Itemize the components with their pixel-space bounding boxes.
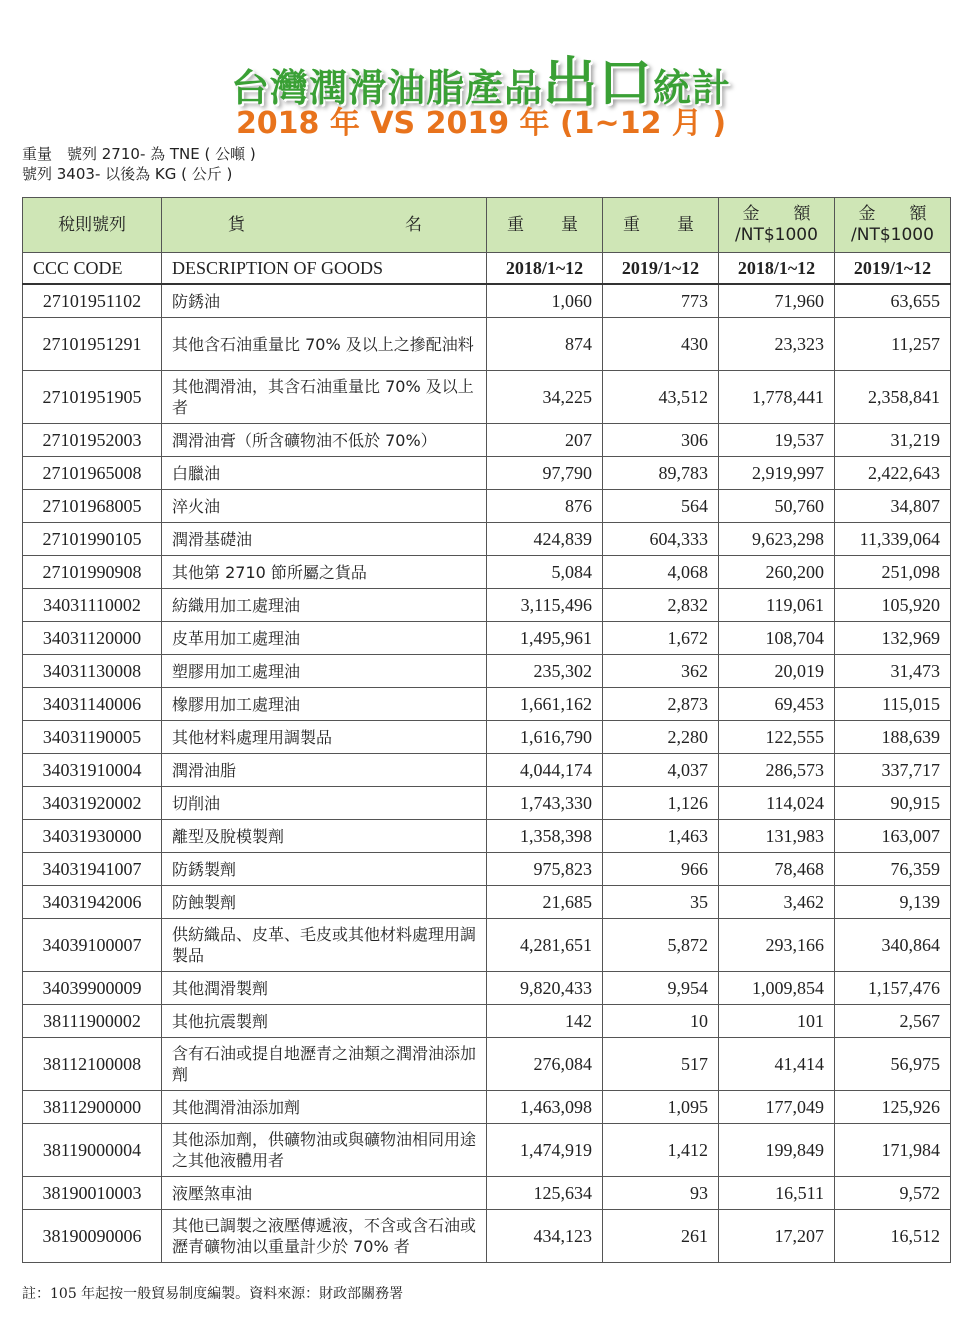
amount-2019-cell: 63,655 xyxy=(835,284,951,318)
amount-2019-cell: 2,567 xyxy=(835,1005,951,1038)
goods-description-cell: 其他材料處理用調製品 xyxy=(162,721,487,754)
amount-2019-cell: 132,969 xyxy=(835,622,951,655)
amount-2018-cell: 260,200 xyxy=(719,556,835,589)
goods-description-cell: 含有石油或提自地瀝青之油類之潤滑油添加劑 xyxy=(162,1038,487,1091)
page-subtitle: 2018 年 VS 2019 年 (1~12 月 ) xyxy=(235,106,727,141)
goods-description-cell: 液壓煞車油 xyxy=(162,1177,487,1210)
amount-2019-cell: 31,219 xyxy=(835,424,951,457)
amount-2018-cell: 293,166 xyxy=(719,919,835,972)
table-row xyxy=(23,556,951,589)
weight-2018-cell: 3,115,496 xyxy=(487,589,603,622)
amount-2018-cell: 69,453 xyxy=(719,688,835,721)
weight-2018-cell: 434,123 xyxy=(487,1210,603,1263)
weight-2018-cell: 21,685 xyxy=(487,886,603,919)
goods-description-cell: 其他已調製之液壓傳遞液，不含或含石油或瀝青礦物油以重量計少於 70% 者 xyxy=(162,1210,487,1263)
goods-description-cell: 其他第 2710 節所屬之貨品 xyxy=(162,556,487,589)
table-row xyxy=(23,688,951,721)
tariff-code-cell: 34039900009 xyxy=(23,972,162,1005)
weight-2019-cell: 1,095 xyxy=(603,1091,719,1124)
amount-2018-cell: 9,623,298 xyxy=(719,523,835,556)
table-row xyxy=(23,1210,951,1263)
amount-2019-cell: 9,572 xyxy=(835,1177,951,1210)
weight-2019-cell: 306 xyxy=(603,424,719,457)
tariff-code-cell: 38190090006 xyxy=(23,1210,162,1263)
table-row xyxy=(23,490,951,523)
amount-2018-cell: 1,778,441 xyxy=(719,371,835,424)
weight-2018-cell: 9,820,433 xyxy=(487,972,603,1005)
header-weight-char-1: 重 xyxy=(623,214,640,235)
amount-2019-cell: 9,139 xyxy=(835,886,951,919)
tariff-code-cell: 34031130008 xyxy=(23,655,162,688)
table-row xyxy=(23,655,951,688)
tariff-code-cell: 27101990105 xyxy=(23,523,162,556)
weight-2018-cell: 4,281,651 xyxy=(487,919,603,972)
tariff-code-cell: 34031190005 xyxy=(23,721,162,754)
weight-2018-cell: 276,084 xyxy=(487,1038,603,1091)
title-part-1: 台灣潤滑油脂產品 xyxy=(230,66,543,110)
weight-2018-cell: 207 xyxy=(487,424,603,457)
table-row xyxy=(23,424,951,457)
goods-description-cell: 供紡織品、皮革、毛皮或其他材料處理用調製品 xyxy=(162,919,487,972)
header-goods-char-2: 名 xyxy=(405,214,422,235)
amount-2018-cell: 286,573 xyxy=(719,754,835,787)
amount-2018-cell: 2,919,997 xyxy=(719,457,835,490)
table-row xyxy=(23,886,951,919)
weight-2019-cell: 604,333 xyxy=(603,523,719,556)
amount-2018-cell: 199,849 xyxy=(719,1124,835,1177)
amount-2019-cell: 251,098 xyxy=(835,556,951,589)
amount-2018-cell: 101 xyxy=(719,1005,835,1038)
weight-2018-cell: 1,495,961 xyxy=(487,622,603,655)
goods-description-cell: 潤滑油膏（所含礦物油不低於 70%） xyxy=(162,424,487,457)
amount-2018-cell: 3,462 xyxy=(719,886,835,919)
amount-2019-cell: 56,975 xyxy=(835,1038,951,1091)
amount-2018-cell: 122,555 xyxy=(719,721,835,754)
header-weight-char-2: 量 xyxy=(561,214,578,235)
amount-2018-cell: 20,019 xyxy=(719,655,835,688)
weight-2019-cell: 430 xyxy=(603,318,719,371)
goods-description-cell: 橡膠用加工處理油 xyxy=(162,688,487,721)
weight-2019-cell: 773 xyxy=(603,284,719,318)
weight-2018-cell: 4,044,174 xyxy=(487,754,603,787)
goods-description-cell: 其他潤滑油添加劑 xyxy=(162,1091,487,1124)
subheader-period: 2018/1~12 xyxy=(487,253,603,285)
table-row xyxy=(23,457,951,490)
weight-2019-cell: 2,873 xyxy=(603,688,719,721)
goods-description-cell: 防蝕製劑 xyxy=(162,886,487,919)
weight-2018-cell: 1,463,098 xyxy=(487,1091,603,1124)
unit-note-2: 號列 3403- 以後為 KG ( 公斤 ) xyxy=(22,165,233,183)
tariff-code-cell: 38119000004 xyxy=(23,1124,162,1177)
amount-2019-cell: 105,920 xyxy=(835,589,951,622)
weight-2018-cell: 235,302 xyxy=(487,655,603,688)
table-subheader-row xyxy=(23,253,951,285)
tariff-code-cell: 34031920002 xyxy=(23,787,162,820)
goods-description-cell: 其他含石油重量比 70% 及以上之摻配油料 xyxy=(162,318,487,371)
header-amount-2019 xyxy=(835,198,951,253)
weight-2018-cell: 1,474,919 xyxy=(487,1124,603,1177)
weight-2019-cell: 517 xyxy=(603,1038,719,1091)
header-goods-char-1: 貨 xyxy=(228,214,245,235)
tariff-code-cell: 27101990908 xyxy=(23,556,162,589)
weight-2018-cell: 876 xyxy=(487,490,603,523)
table-row xyxy=(23,721,951,754)
table-row xyxy=(23,1124,951,1177)
header-amount-label: 金 額 xyxy=(858,204,927,224)
tariff-code-cell: 34031930000 xyxy=(23,820,162,853)
amount-2018-cell: 119,061 xyxy=(719,589,835,622)
table-row xyxy=(23,853,951,886)
amount-2019-cell: 171,984 xyxy=(835,1124,951,1177)
amount-2018-cell: 131,983 xyxy=(719,820,835,853)
tariff-code-cell: 34031110002 xyxy=(23,589,162,622)
weight-2018-cell: 34,225 xyxy=(487,371,603,424)
weight-2019-cell: 564 xyxy=(603,490,719,523)
goods-description-cell: 離型及脫模製劑 xyxy=(162,820,487,853)
tariff-code-cell: 38112100008 xyxy=(23,1038,162,1091)
table-row xyxy=(23,972,951,1005)
weight-2019-cell: 1,412 xyxy=(603,1124,719,1177)
amount-2018-cell: 23,323 xyxy=(719,318,835,371)
weight-2019-cell: 362 xyxy=(603,655,719,688)
tariff-code-cell: 27101952003 xyxy=(23,424,162,457)
tariff-code-cell: 27101951102 xyxy=(23,284,162,318)
weight-2019-cell: 4,037 xyxy=(603,754,719,787)
table-row xyxy=(23,1177,951,1210)
amount-2019-cell: 16,512 xyxy=(835,1210,951,1263)
amount-2018-cell: 114,024 xyxy=(719,787,835,820)
weight-2018-cell: 5,084 xyxy=(487,556,603,589)
tariff-code-cell: 34031120000 xyxy=(23,622,162,655)
amount-2019-cell: 337,717 xyxy=(835,754,951,787)
amount-2018-cell: 78,468 xyxy=(719,853,835,886)
table-row xyxy=(23,1091,951,1124)
table-row xyxy=(23,523,951,556)
table-header-row xyxy=(23,198,951,253)
weight-2019-cell: 35 xyxy=(603,886,719,919)
tariff-code-cell: 34039100007 xyxy=(23,919,162,972)
goods-description-cell: 潤滑油脂 xyxy=(162,754,487,787)
goods-description-cell: 防銹油 xyxy=(162,284,487,318)
goods-description-cell: 塑膠用加工處理油 xyxy=(162,655,487,688)
goods-description-cell: 潤滑基礎油 xyxy=(162,523,487,556)
weight-2019-cell: 4,068 xyxy=(603,556,719,589)
title-part-3: 統計 xyxy=(653,66,732,110)
subheader-period: 2019/1~12 xyxy=(603,253,719,285)
subheader-period: 2018/1~12 xyxy=(719,253,835,285)
table-row xyxy=(23,318,951,371)
header-weight-2018 xyxy=(487,198,603,253)
table-row xyxy=(23,754,951,787)
weight-2018-cell: 1,358,398 xyxy=(487,820,603,853)
amount-2019-cell: 76,359 xyxy=(835,853,951,886)
tariff-code-cell: 38190010003 xyxy=(23,1177,162,1210)
weight-2018-cell: 1,060 xyxy=(487,284,603,318)
weight-2019-cell: 9,954 xyxy=(603,972,719,1005)
table-row xyxy=(23,284,951,318)
amount-2018-cell: 16,511 xyxy=(719,1177,835,1210)
header-goods-name xyxy=(162,198,487,253)
table-row xyxy=(23,622,951,655)
header-weight-2019 xyxy=(603,198,719,253)
amount-2019-cell: 34,807 xyxy=(835,490,951,523)
tariff-code-cell: 38111900002 xyxy=(23,1005,162,1038)
amount-2019-cell: 115,015 xyxy=(835,688,951,721)
weight-2018-cell: 424,839 xyxy=(487,523,603,556)
amount-2018-cell: 19,537 xyxy=(719,424,835,457)
amount-2019-cell: 1,157,476 xyxy=(835,972,951,1005)
amount-2018-cell: 71,960 xyxy=(719,284,835,318)
subheader-period: 2019/1~12 xyxy=(835,253,951,285)
amount-2019-cell: 125,926 xyxy=(835,1091,951,1124)
goods-description-cell: 白臘油 xyxy=(162,457,487,490)
amount-2019-cell: 2,358,841 xyxy=(835,371,951,424)
amount-2019-cell: 2,422,643 xyxy=(835,457,951,490)
table-row xyxy=(23,1038,951,1091)
tariff-code-cell: 34031942006 xyxy=(23,886,162,919)
header-amount-unit: /NT$1000 xyxy=(851,225,934,245)
amount-2018-cell: 17,207 xyxy=(719,1210,835,1263)
weight-2019-cell: 10 xyxy=(603,1005,719,1038)
amount-2018-cell: 41,414 xyxy=(719,1038,835,1091)
amount-2019-cell: 31,473 xyxy=(835,655,951,688)
weight-2019-cell: 43,512 xyxy=(603,371,719,424)
weight-2019-cell: 1,463 xyxy=(603,820,719,853)
weight-2019-cell: 93 xyxy=(603,1177,719,1210)
weight-2018-cell: 1,616,790 xyxy=(487,721,603,754)
weight-2018-cell: 874 xyxy=(487,318,603,371)
weight-2019-cell: 261 xyxy=(603,1210,719,1263)
amount-2019-cell: 11,257 xyxy=(835,318,951,371)
table-row xyxy=(23,787,951,820)
tariff-code-cell: 34031941007 xyxy=(23,853,162,886)
tariff-code-cell: 27101951905 xyxy=(23,371,162,424)
amount-2019-cell: 340,864 xyxy=(835,919,951,972)
tariff-code-cell: 27101968005 xyxy=(23,490,162,523)
tariff-code-cell: 27101951291 xyxy=(23,318,162,371)
weight-2019-cell: 1,126 xyxy=(603,787,719,820)
amount-2018-cell: 108,704 xyxy=(719,622,835,655)
tariff-code-cell: 34031910004 xyxy=(23,754,162,787)
amount-2019-cell: 90,915 xyxy=(835,787,951,820)
weight-2019-cell: 89,783 xyxy=(603,457,719,490)
header-amount-unit: /NT$1000 xyxy=(735,225,818,245)
amount-2018-cell: 1,009,854 xyxy=(719,972,835,1005)
tariff-code-cell: 27101965008 xyxy=(23,457,162,490)
header-amount-label: 金 額 xyxy=(742,204,811,224)
weight-2019-cell: 5,872 xyxy=(603,919,719,972)
header-weight-char-1: 重 xyxy=(507,214,524,235)
subheader-description: DESCRIPTION OF GOODS xyxy=(162,253,487,285)
goods-description-cell: 皮革用加工處理油 xyxy=(162,622,487,655)
goods-description-cell: 其他潤滑油，其含石油重量比 70% 及以上者 xyxy=(162,371,487,424)
amount-2019-cell: 163,007 xyxy=(835,820,951,853)
weight-2018-cell: 142 xyxy=(487,1005,603,1038)
header-weight-char-2: 量 xyxy=(677,214,694,235)
weight-2018-cell: 975,823 xyxy=(487,853,603,886)
amount-2018-cell: 50,760 xyxy=(719,490,835,523)
table-row xyxy=(23,371,951,424)
table-row xyxy=(23,820,951,853)
subheader-ccc-code: CCC CODE xyxy=(23,253,162,285)
table-row xyxy=(23,1005,951,1038)
unit-note-1: 重量 號列 2710- 為 TNE ( 公噸 ) xyxy=(22,145,256,163)
goods-description-cell: 淬火油 xyxy=(162,490,487,523)
weight-2019-cell: 966 xyxy=(603,853,719,886)
weight-2018-cell: 125,634 xyxy=(487,1177,603,1210)
weight-2019-cell: 1,672 xyxy=(603,622,719,655)
tariff-code-cell: 38112900000 xyxy=(23,1091,162,1124)
goods-description-cell: 防銹製劑 xyxy=(162,853,487,886)
header-tariff-code: 稅則號列 xyxy=(23,198,162,253)
goods-description-cell: 紡織用加工處理油 xyxy=(162,589,487,622)
weight-2018-cell: 1,661,162 xyxy=(487,688,603,721)
table-row xyxy=(23,589,951,622)
amount-2019-cell: 188,639 xyxy=(835,721,951,754)
amount-2018-cell: 177,049 xyxy=(719,1091,835,1124)
goods-description-cell: 其他添加劑，供礦物油或與礦物油相同用途之其他液體用者 xyxy=(162,1124,487,1177)
unit-notes xyxy=(22,144,256,184)
goods-description-cell: 其他抗震製劑 xyxy=(162,1005,487,1038)
amount-2019-cell: 11,339,064 xyxy=(835,523,951,556)
weight-2018-cell: 97,790 xyxy=(487,457,603,490)
goods-description-cell: 切削油 xyxy=(162,787,487,820)
title-part-2: 出口 xyxy=(543,51,653,114)
table-row xyxy=(23,919,951,972)
tariff-code-cell: 34031140006 xyxy=(23,688,162,721)
weight-2019-cell: 2,832 xyxy=(603,589,719,622)
export-stats-table xyxy=(22,197,951,1263)
footnote: 註：105 年起按一般貿易制度編製。資料來源：財政部關務署 xyxy=(22,1286,404,1302)
weight-2018-cell: 1,743,330 xyxy=(487,787,603,820)
goods-description-cell: 其他潤滑製劑 xyxy=(162,972,487,1005)
weight-2019-cell: 2,280 xyxy=(603,721,719,754)
header-amount-2018 xyxy=(719,198,835,253)
